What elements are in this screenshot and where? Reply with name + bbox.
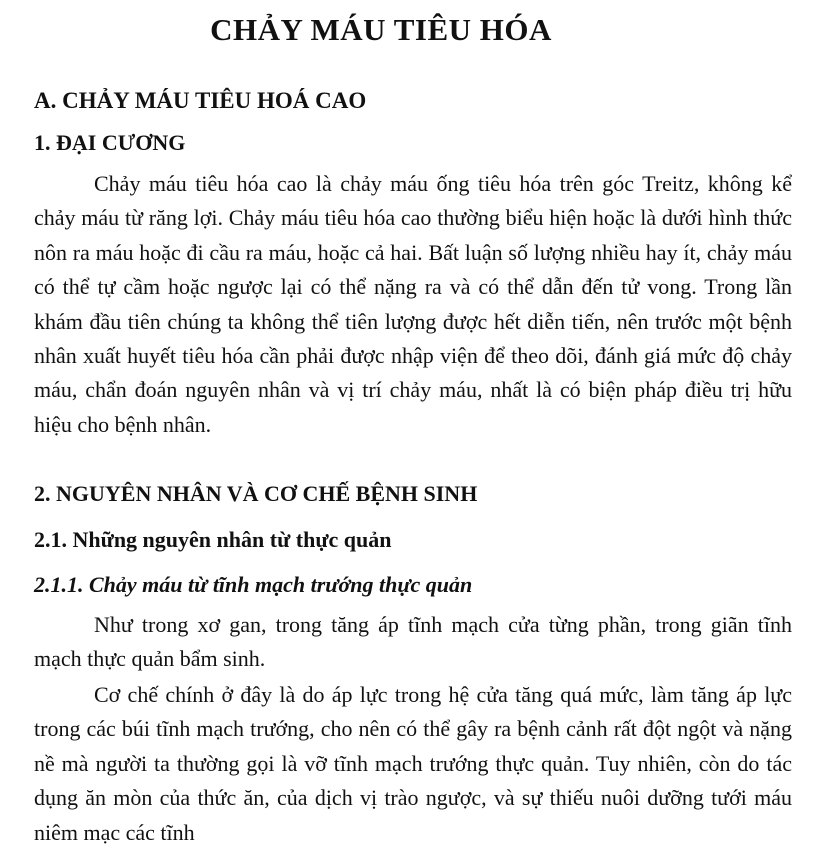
heading-general: 1. ĐẠI CƯƠNG xyxy=(34,130,186,155)
heading-causes: 2. NGUYÊN NHÂN VÀ CƠ CHẾ BỆNH SINH xyxy=(34,481,478,506)
paragraph-varices-causes: Như trong xơ gan, trong tăng áp tĩnh mạch cửa từng phần, trong giãn tĩnh mạch thực quản bẩm sinh. xyxy=(34,612,792,672)
heading-esophageal-causes: 2.1. Những nguyên nhân từ thực quản xyxy=(34,527,392,552)
paragraph-introduction: Chảy máu tiêu hóa cao là chảy máu ống tiêu hóa trên góc Treitz, không kể chảy máu từ răng lợi. Chảy máu tiêu hóa cao thường biểu hiện hoặc là dưới hình thức nôn ra máu hoặc đi cầu ra máu, hoặc cả hai. Bất luận số lượng nhiều hay ít, chảy máu có thể tự cầm hoặc ngược lại có thể nặng ra và có thể dẫn đến tử vong. Trong lần khám đầu tiên chúng ta không thể tiên lượng được hết diễn tiến, nên trước một bệnh nhân xuất huyết tiêu hóa cần phải được nhập viện để theo dõi, đánh giá mức độ chảy máu, chẩn đoán nguyên nhân và vị trí chảy máu, nhất là có biện pháp điều trị hữu hiệu cho bệnh nhân. xyxy=(34,171,792,437)
document-title: CHẢY MÁU TIÊU HÓA xyxy=(210,12,552,47)
heading-section-a: A. CHẢY MÁU TIÊU HOÁ CAO xyxy=(34,88,367,113)
paragraph-mechanism: Cơ chế chính ở đây là do áp lực trong hệ cửa tăng quá mức, làm tăng áp lực trong các búi tĩnh mạch trướng, cho nên có thể gây ra bệnh cảnh rất đột ngột và nặng nề mà người ta thường gọi là vỡ tĩnh mạch trướng thực quản. Tuy nhiên, còn do tác dụng ăn mòn của thức ăn, của dịch vị trào ngược, và sự thiếu nuôi dưỡng tưới máu niêm mạc các tĩnh xyxy=(34,682,792,845)
heading-varices-bleeding: 2.1.1. Chảy máu từ tĩnh mạch trướng thực quản xyxy=(34,572,473,597)
